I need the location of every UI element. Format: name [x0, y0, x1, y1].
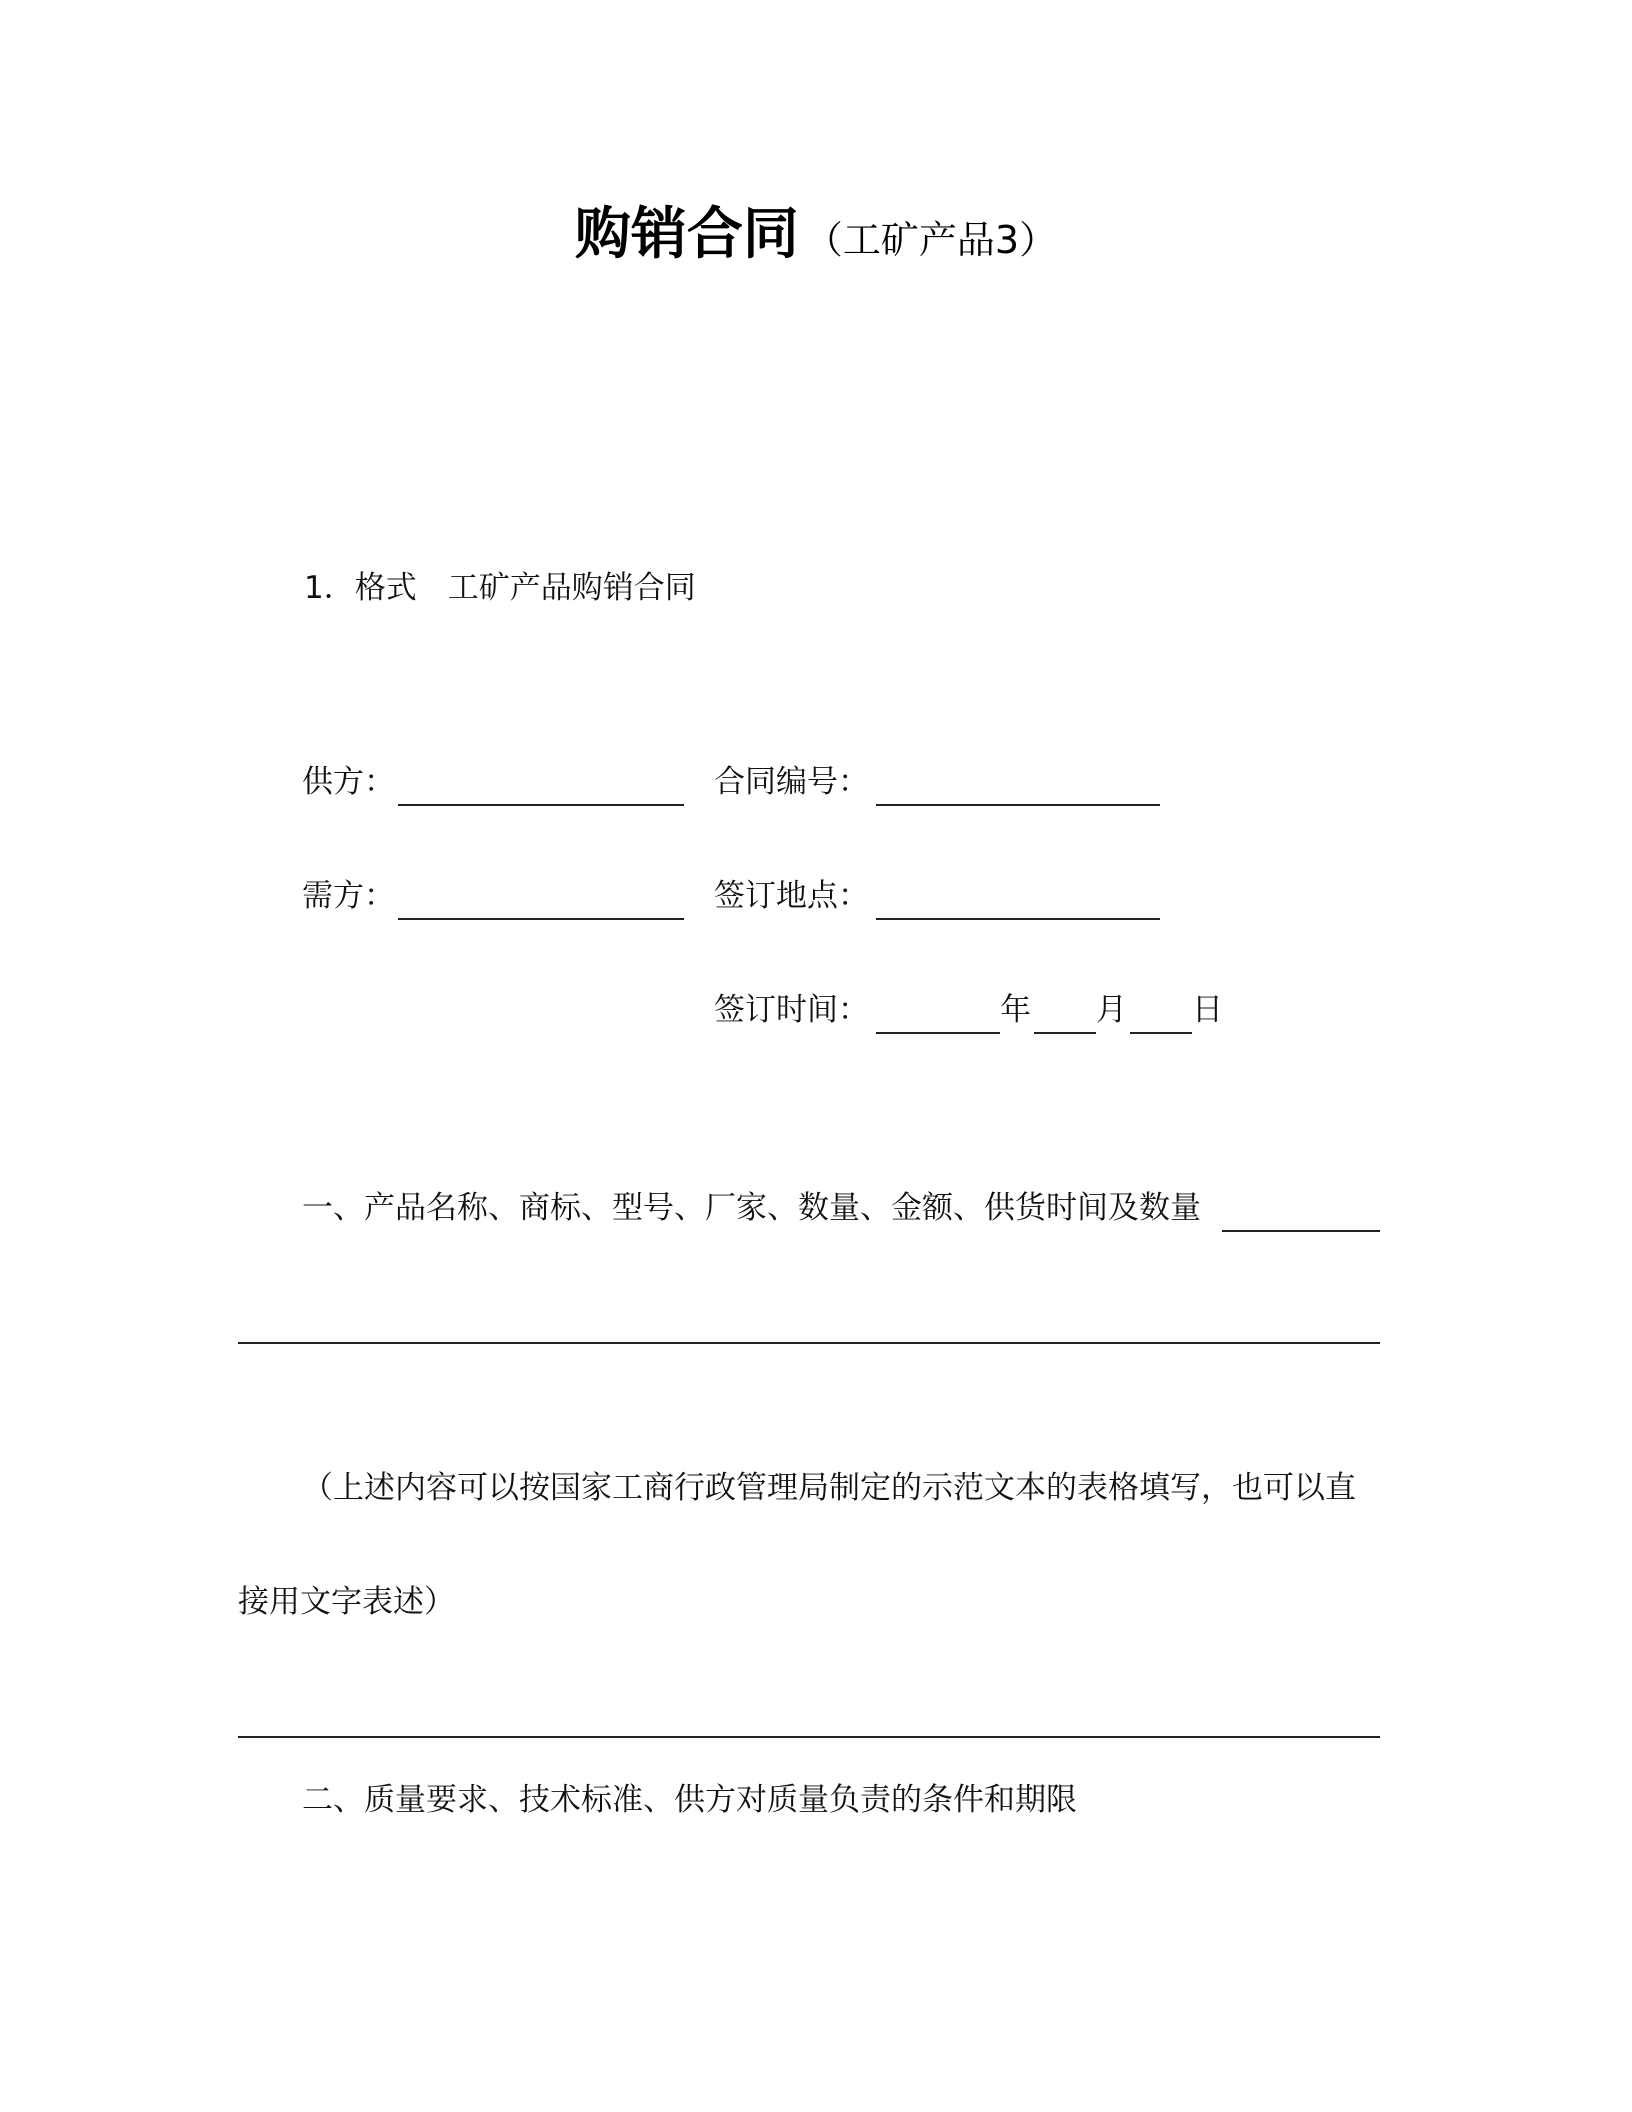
sign-month-blank[interactable]: [1034, 1032, 1096, 1034]
contract-no-blank[interactable]: [876, 804, 1160, 806]
format-line: 1．格式 工矿产品购销合同: [304, 570, 696, 606]
month-label: 月: [1096, 992, 1127, 1028]
title-sub: （工矿产品3）: [804, 218, 1058, 262]
contract-no-label: 合同编号：: [714, 764, 869, 800]
section1-inline-blank[interactable]: [1222, 1230, 1380, 1232]
supplier-label: 供方：: [302, 764, 395, 800]
buyer-blank[interactable]: [398, 918, 684, 920]
day-label: 日: [1192, 992, 1223, 1028]
title-main: 购销合同: [574, 202, 799, 267]
year-label: 年: [1000, 992, 1031, 1028]
sign-place-label: 签订地点：: [714, 878, 869, 914]
buyer-label: 需方：: [302, 878, 395, 914]
sign-year-blank[interactable]: [876, 1032, 1000, 1034]
note-blank-line[interactable]: [238, 1736, 1380, 1738]
note-line-1: （上述内容可以按国家工商行政管理局制定的示范文本的表格填写，也可以直: [302, 1470, 1356, 1506]
section1-heading: 一、产品名称、商标、型号、厂家、数量、金额、供货时间及数量: [302, 1190, 1201, 1226]
note-line-2: 接用文字表述）: [238, 1584, 455, 1620]
sign-day-blank[interactable]: [1130, 1032, 1192, 1034]
section2-heading: 二、质量要求、技术标准、供方对质量负责的条件和期限: [302, 1782, 1077, 1818]
sign-time-label: 签订时间：: [714, 992, 869, 1028]
section1-blank-line[interactable]: [238, 1342, 1380, 1344]
document-title: [0, 200, 1632, 283]
sign-place-blank[interactable]: [876, 918, 1160, 920]
supplier-blank[interactable]: [398, 804, 684, 806]
